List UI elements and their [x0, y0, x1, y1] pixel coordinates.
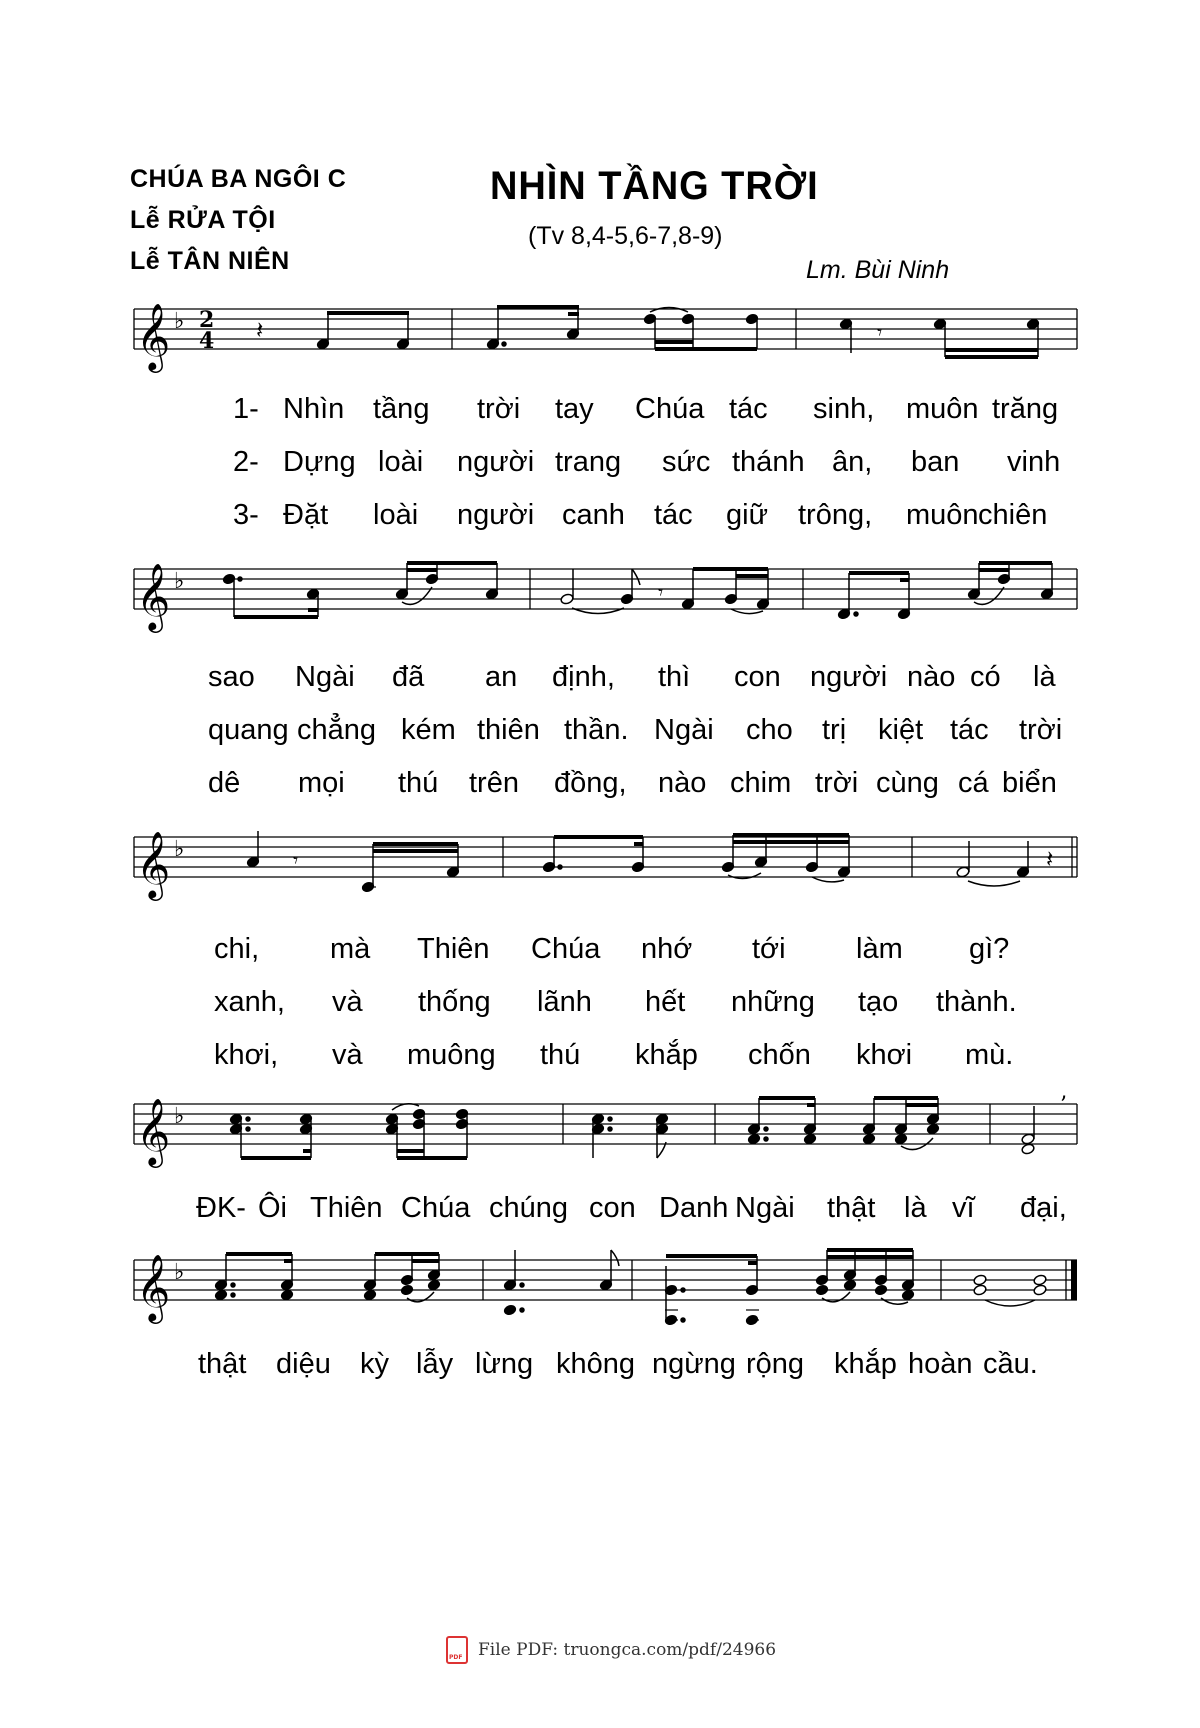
- staff-system-1: [0, 295, 1200, 385]
- lyric-syllable: thống: [418, 986, 491, 1018]
- lyric-syllable: hết: [645, 986, 686, 1018]
- lyric-syllable: trăng: [992, 393, 1059, 425]
- eighth-rest-icon: 𝄾: [658, 580, 664, 604]
- treble-clef-icon: 𝄞: [136, 562, 171, 630]
- breath-mark-icon: ’: [1060, 1093, 1067, 1118]
- lyric-syllable: cá: [958, 767, 989, 799]
- lyric-syllable: trời: [477, 393, 521, 425]
- lyric-syllable: lãnh: [537, 986, 592, 1018]
- lyric-syllable: thiên: [477, 714, 540, 746]
- lyric-syllable: kiệt: [878, 714, 924, 746]
- treble-clef-icon: 𝄞: [136, 830, 171, 898]
- lyric-syllable: trang: [555, 446, 622, 478]
- lyric-syllable: lẫy: [416, 1348, 454, 1380]
- lyric-syllable: tạo: [858, 986, 899, 1018]
- lyric-syllable: trông,: [798, 499, 873, 531]
- occasion-3: Lễ TÂN NIÊN: [130, 247, 290, 275]
- flat-icon: ♭: [174, 1104, 185, 1129]
- lyric-syllable: Chúa: [401, 1192, 471, 1224]
- flat-icon: ♭: [174, 1260, 185, 1285]
- flat-icon: ♭: [174, 837, 185, 862]
- lyric-syllable: là: [1033, 661, 1056, 693]
- lyric-syllable: cầu.: [983, 1348, 1038, 1380]
- lyric-syllable: trị: [822, 714, 847, 746]
- lyric-syllable: trời: [815, 767, 859, 799]
- lyric-syllable: khắp: [635, 1039, 698, 1071]
- lyric-syllable: thật: [198, 1348, 247, 1380]
- lyric-syllable: muôn: [906, 393, 979, 425]
- refrain-label: ĐK-: [196, 1192, 246, 1224]
- eighth-rest-icon: 𝄾: [293, 848, 299, 872]
- lyric-syllable: thành.: [936, 986, 1017, 1018]
- lyric-syllable: tầng: [373, 393, 430, 425]
- lyric-syllable: gì?: [969, 933, 1010, 965]
- lyric-syllable: Ngài: [735, 1192, 795, 1224]
- lyric-syllable: đã: [392, 661, 425, 693]
- footer-link[interactable]: File PDF: truongca.com/pdf/24966: [478, 1640, 777, 1660]
- lyric-syllable: Danh: [659, 1192, 729, 1224]
- lyric-syllable: Chúa: [531, 933, 601, 965]
- lyric-syllable: vĩ: [952, 1192, 975, 1224]
- lyric-syllable: loài: [373, 499, 419, 531]
- psalm-reference: (Tv 8,4-5,6-7,8-9): [528, 222, 723, 250]
- lyric-syllable: khơi,: [214, 1039, 279, 1071]
- lyric-syllable: Nhìn: [283, 393, 345, 425]
- lyric-syllable: nào: [907, 661, 956, 693]
- lyric-syllable: thú: [398, 767, 439, 799]
- lyric-syllable: chiên: [978, 499, 1048, 531]
- treble-clef-icon: 𝄞: [136, 1253, 171, 1321]
- final-barline: [1071, 1260, 1077, 1300]
- lyric-syllable: đồng,: [554, 767, 627, 799]
- lyric-syllable: sinh,: [813, 393, 875, 425]
- lyric-syllable: là: [904, 1192, 927, 1224]
- lyric-syllable: mà: [330, 933, 371, 965]
- lyric-syllable: tác: [654, 499, 693, 531]
- quarter-rest-icon: 𝄽: [1046, 845, 1054, 873]
- lyric-syllable: chốn: [748, 1039, 811, 1071]
- lyric-syllable: canh: [562, 499, 625, 531]
- lyric-syllable: không: [556, 1348, 636, 1380]
- lyric-syllable: người: [457, 446, 535, 478]
- lyric-syllable: muôn: [906, 499, 979, 531]
- lyric-syllable: những: [731, 986, 815, 1018]
- verse-number: 1-: [233, 393, 259, 425]
- lyric-syllable: nhớ: [641, 933, 693, 965]
- lyric-syllable: loài: [378, 446, 424, 478]
- lyric-syllable: an: [485, 661, 518, 693]
- lyric-syllable: diệu: [276, 1348, 331, 1380]
- flat-icon: ♭: [174, 569, 185, 594]
- eighth-rest-icon: 𝄾: [877, 320, 883, 344]
- lyric-syllable: thánh: [732, 446, 805, 478]
- staff-system-4: [0, 1090, 1200, 1180]
- lyric-syllable: định,: [552, 661, 615, 693]
- lyric-syllable: người: [457, 499, 535, 531]
- lyric-syllable: vinh: [1007, 446, 1061, 478]
- lyric-syllable: Đặt: [283, 499, 329, 531]
- composer: Lm. Bùi Ninh: [806, 256, 950, 284]
- lyric-syllable: chi,: [214, 933, 260, 965]
- lyric-syllable: trên: [469, 767, 519, 799]
- lyric-syllable: lừng: [475, 1348, 534, 1380]
- lyric-syllable: tác: [729, 393, 768, 425]
- pdf-footer[interactable]: [446, 1636, 776, 1664]
- lyric-syllable: con: [589, 1192, 636, 1224]
- song-title: NHÌN TẦNG TRỜI: [490, 164, 819, 208]
- treble-clef-icon: 𝄞: [136, 1097, 171, 1165]
- lyric-syllable: con: [734, 661, 781, 693]
- time-signature-bottom: 4: [199, 328, 215, 354]
- lyric-syllable: khắp: [834, 1348, 897, 1380]
- lyric-syllable: thú: [540, 1039, 581, 1071]
- lyric-syllable: chúng: [489, 1192, 569, 1224]
- lyric-syllable: kém: [401, 714, 456, 746]
- verse-number: 2-: [233, 446, 259, 478]
- lyric-syllable: Chúa: [635, 393, 705, 425]
- lyric-syllable: mọi: [298, 767, 345, 799]
- lyric-syllable: ngừng: [652, 1348, 736, 1380]
- lyric-syllable: đại,: [1020, 1192, 1067, 1224]
- lyric-syllable: chẳng: [297, 714, 377, 746]
- lyric-syllable: cho: [746, 714, 793, 746]
- lyric-syllable: trời: [1019, 714, 1063, 746]
- verse-number: 3-: [233, 499, 259, 531]
- staff-system-3: [0, 823, 1200, 913]
- lyric-syllable: tay: [555, 393, 594, 425]
- lyric-syllable: Ngài: [654, 714, 714, 746]
- occasion-2: Lễ RỬA TỘI: [130, 206, 276, 234]
- time-signature-top: 2: [199, 307, 215, 333]
- lyric-syllable: có: [970, 661, 1001, 693]
- lyric-syllable: thần.: [564, 714, 629, 746]
- lyric-syllable: làm: [856, 933, 903, 965]
- staff-system-5: [0, 1246, 1200, 1336]
- lyric-syllable: giữ: [726, 499, 768, 531]
- lyric-syllable: người: [810, 661, 888, 693]
- lyric-syllable: biển: [1002, 767, 1057, 799]
- lyric-syllable: dê: [208, 767, 241, 799]
- lyric-syllable: Ôi: [258, 1192, 287, 1224]
- lyric-syllable: tới: [752, 933, 786, 965]
- lyric-syllable: sao: [208, 661, 255, 693]
- lyric-syllable: Dựng: [283, 446, 356, 478]
- lyric-syllable: chim: [730, 767, 792, 799]
- lyric-syllable: muông: [407, 1039, 496, 1071]
- lyric-syllable: thật: [827, 1192, 876, 1224]
- lyric-syllable: kỳ: [360, 1348, 389, 1380]
- staff-system-2: [0, 555, 1200, 645]
- treble-clef-icon: 𝄞: [136, 302, 171, 370]
- lyric-syllable: quang: [208, 714, 289, 746]
- lyric-syllable: khơi: [856, 1039, 913, 1071]
- lyric-syllable: tác: [950, 714, 989, 746]
- lyric-syllable: cùng: [876, 767, 939, 799]
- lyric-syllable: hoàn: [908, 1348, 973, 1380]
- lyric-syllable: nào: [658, 767, 707, 799]
- lyric-syllable: sức: [662, 446, 711, 478]
- lyric-syllable: mù.: [965, 1039, 1014, 1071]
- lyric-syllable: Ngài: [295, 661, 355, 693]
- quarter-rest-icon: 𝄽: [256, 316, 264, 344]
- lyric-syllable: và: [332, 1039, 363, 1071]
- occasion-1: CHÚA BA NGÔI C: [130, 165, 347, 193]
- lyric-syllable: rộng: [746, 1348, 805, 1380]
- lyric-syllable: thì: [658, 661, 691, 693]
- pdf-file-icon: [446, 1636, 468, 1664]
- lyric-syllable: ban: [911, 446, 960, 478]
- lyric-syllable: Thiên: [310, 1192, 383, 1224]
- lyric-syllable: ân,: [832, 446, 873, 478]
- lyric-syllable: xanh,: [214, 986, 285, 1018]
- lyric-syllable: Thiên: [417, 933, 490, 965]
- flat-icon: ♭: [174, 309, 185, 334]
- lyric-syllable: và: [332, 986, 363, 1018]
